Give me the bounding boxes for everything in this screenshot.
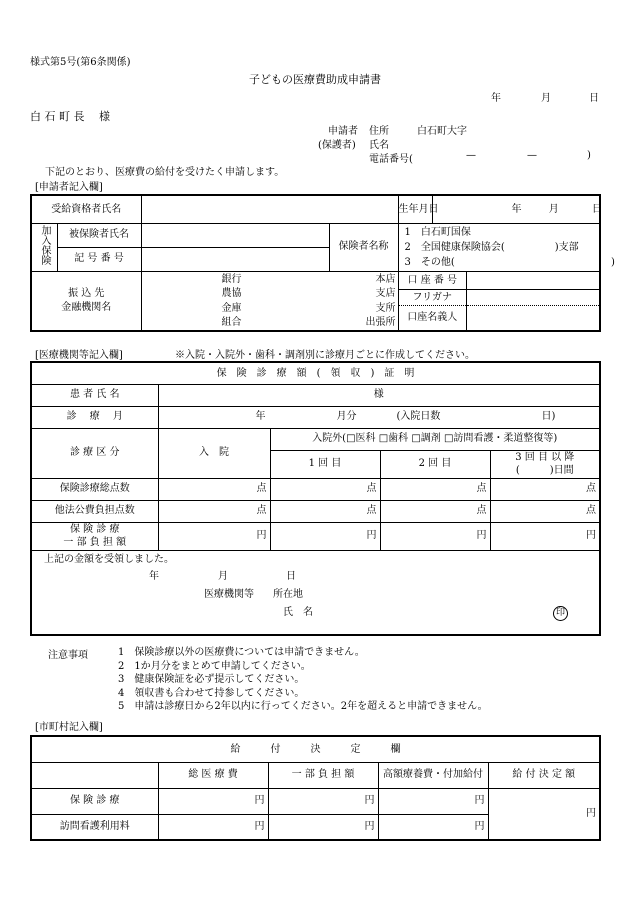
- other-points-label: 他法公費負担点数: [31, 500, 158, 522]
- municipal-blank-cell: [31, 762, 158, 788]
- form-number: 様式第5号(第6条関係): [30, 57, 131, 68]
- recipient-name-field[interactable]: [141, 195, 398, 223]
- medical-section-note: ※入院・入院外・歯科・調剤別に診療月ごとに作成してください。: [175, 350, 475, 361]
- visit-3-label: 3 回 目 以 降: [515, 452, 575, 463]
- inpatient-label[interactable]: 入 院: [158, 428, 270, 478]
- note-item-1: 1 保険診療以外の医療費については申請できません。: [118, 647, 365, 658]
- total-points-label: 保険診療総点数: [31, 478, 158, 500]
- patient-name-field[interactable]: [158, 384, 600, 406]
- birth-day: 日: [591, 203, 602, 215]
- address-label: 住所: [369, 126, 389, 137]
- bank-type-bank[interactable]: 銀行: [221, 273, 242, 285]
- note-item-2: 2 1か月分をまとめて申請してください。: [118, 660, 311, 672]
- insurance-high-cost[interactable]: 円: [378, 788, 488, 814]
- note-item-4: 4 領収書も合わせて持参してください。: [118, 687, 305, 699]
- patient-sama: 様: [373, 389, 384, 401]
- total-points-visit1[interactable]: 点: [270, 478, 380, 500]
- applicant-table: [30, 194, 615, 332]
- partial-label-2: 一 部 負 担 額: [63, 537, 127, 548]
- name-label: 氏名: [369, 140, 389, 151]
- nursing-total-cost[interactable]: 円: [158, 814, 268, 840]
- birth-year: 年: [511, 203, 522, 215]
- bank-label-2: 金融機関名: [61, 301, 112, 313]
- receipt-block: [31, 550, 600, 635]
- received-day: 日: [286, 570, 296, 582]
- account-holder-field[interactable]: [467, 306, 600, 330]
- note-item-3: 3 健康保険証を必ず提示してください。: [118, 674, 305, 686]
- symbol-number-label: 記 号 番 号: [57, 247, 141, 271]
- partial-visit3[interactable]: 円: [490, 522, 600, 550]
- bank-type-ja[interactable]: 農協: [221, 288, 242, 299]
- insurance-total-cost[interactable]: 円: [158, 788, 268, 814]
- partial-visit2[interactable]: 円: [380, 522, 490, 550]
- visit-3-days[interactable]: ( )日間: [515, 465, 574, 476]
- partial-burden-label: 一 部 負 担 額: [268, 762, 378, 788]
- other-points-inpatient[interactable]: 点: [158, 500, 270, 522]
- row-insurance-label: 保 険 診 療: [31, 788, 158, 814]
- category-label: 診 療 区 分: [31, 428, 158, 478]
- high-cost-label: 高額療養費・付加給付: [378, 762, 488, 788]
- treatment-year: 年: [255, 410, 266, 422]
- branch-type-office[interactable]: 支所: [375, 302, 396, 314]
- request-text: 下記のとおり、医療費の給付を受けたく申請します。: [45, 167, 285, 178]
- birth-month: 月: [548, 203, 559, 215]
- notes-list: [118, 646, 488, 714]
- birth-date-field[interactable]: [432, 195, 600, 223]
- municipal-section-heading: [市町村記入欄]: [35, 722, 103, 733]
- bank-field[interactable]: [141, 271, 398, 331]
- insurer-option-3-close: ): [611, 256, 615, 268]
- total-points-visit2[interactable]: 点: [380, 478, 490, 500]
- row-visit-nursing-label: 訪問看護利用料: [31, 814, 158, 840]
- partial-visit1[interactable]: 円: [270, 522, 380, 550]
- treatment-days-label: (入院日数: [396, 410, 441, 422]
- branch-type-branch[interactable]: 支店: [375, 288, 396, 299]
- received-year: 年: [149, 570, 159, 582]
- date-day: 日: [589, 93, 599, 104]
- insurance-vertical-label: 加入保険: [39, 225, 50, 266]
- insured-name-label: 被保険者氏名: [57, 223, 141, 247]
- institution-name-label: 氏 名: [283, 606, 313, 618]
- nursing-partial[interactable]: 円: [268, 814, 378, 840]
- municipal-table-title: 給 付 決 定 欄: [31, 736, 600, 762]
- account-holder-label: 口座名義人: [399, 306, 467, 330]
- seal-icon: 印: [553, 606, 568, 621]
- recipient-name-label: 受給資格者氏名: [31, 195, 141, 223]
- addressee: 白 石 町 長 様: [30, 110, 110, 123]
- nursing-high-cost[interactable]: 円: [378, 814, 488, 840]
- notes-label: 注意事項: [48, 650, 88, 661]
- medical-table: [30, 361, 601, 636]
- date-year: 年: [491, 93, 501, 104]
- phone-dash-1: —: [466, 150, 476, 161]
- patient-name-label: 患 者 氏 名: [31, 384, 158, 406]
- insurer-option-1[interactable]: 1 白石町国保: [404, 226, 471, 238]
- insured-name-field[interactable]: [141, 223, 329, 247]
- treatment-month-field[interactable]: [158, 406, 600, 428]
- bank-type-kinko[interactable]: 金庫: [221, 302, 242, 314]
- phone-dash-2: —: [527, 150, 537, 161]
- other-points-visit3[interactable]: 点: [490, 500, 600, 522]
- total-points-inpatient[interactable]: 点: [158, 478, 270, 500]
- phone-close: ): [587, 150, 591, 161]
- bank-type-kumiai[interactable]: 組合: [221, 317, 242, 328]
- note-item-5: 5 申請は診療日から2年以内に行ってください。2年を超えると申請できません。: [118, 701, 488, 713]
- insurer-option-3[interactable]: 3 その他(: [404, 256, 455, 268]
- branch-type-outpost[interactable]: 出張所: [365, 317, 396, 328]
- furigana-label: フリガナ: [399, 290, 467, 306]
- insurer-name-label: 保険者名称: [329, 223, 398, 271]
- furigana-field[interactable]: [467, 290, 600, 306]
- total-points-visit3[interactable]: 点: [490, 478, 600, 500]
- medical-table-title: 保 険 診 療 額 ( 領 収 ) 証 明: [31, 362, 600, 384]
- bank-label-1: 振 込 先: [68, 287, 105, 299]
- branch-type-main[interactable]: 本店: [375, 273, 396, 285]
- page-title: 子どもの医療費助成申請書: [249, 73, 381, 86]
- received-text: 上記の金額を受領しました。: [44, 553, 174, 565]
- municipal-table: [30, 735, 601, 841]
- visit-1-label: 1 回 目: [270, 450, 380, 478]
- partial-label-1: 保 険 診 療: [69, 524, 120, 535]
- total-cost-label: 総 医 療 費: [158, 762, 268, 788]
- treatment-month-unit: 月分: [336, 410, 357, 422]
- date-month: 月: [541, 93, 551, 104]
- treatment-days-end: 日): [541, 410, 556, 422]
- medical-section-heading: [医療機関等記入欄]: [35, 350, 123, 361]
- insurer-option-2[interactable]: 2 全国健康保険協会( )支部: [404, 241, 579, 253]
- decision-amount-field[interactable]: 円: [488, 788, 600, 840]
- symbol-number-field[interactable]: [141, 247, 329, 271]
- visit-2-label: 2 回 目: [380, 450, 490, 478]
- account-number-label: 口 座 番 号: [399, 272, 467, 290]
- location-label: 所在地: [273, 588, 303, 600]
- applicant-section-heading: [申請者記入欄]: [35, 182, 103, 193]
- outpatient-label[interactable]: 入院外(□医科 □歯科 □調剤 □訪問看護・柔道整復等): [270, 428, 600, 450]
- address-value[interactable]: 白石町大字: [417, 126, 467, 137]
- guardian-label: (保護者): [318, 140, 356, 151]
- institution-label: 医療機関等: [204, 588, 254, 600]
- decision-amount-label: 給 付 決 定 額: [488, 762, 600, 788]
- treatment-month-label: 診 療 月: [31, 406, 158, 428]
- insurance-partial[interactable]: 円: [268, 788, 378, 814]
- account-number-field[interactable]: [467, 272, 600, 290]
- received-month: 月: [218, 570, 228, 582]
- other-points-visit1[interactable]: 点: [270, 500, 380, 522]
- birth-date-label: 生年月日: [398, 195, 432, 223]
- applicant-label: 申請者: [328, 126, 358, 137]
- phone-label: 電話番号(: [369, 154, 413, 165]
- partial-inpatient[interactable]: 円: [158, 522, 270, 550]
- other-points-visit2[interactable]: 点: [380, 500, 490, 522]
